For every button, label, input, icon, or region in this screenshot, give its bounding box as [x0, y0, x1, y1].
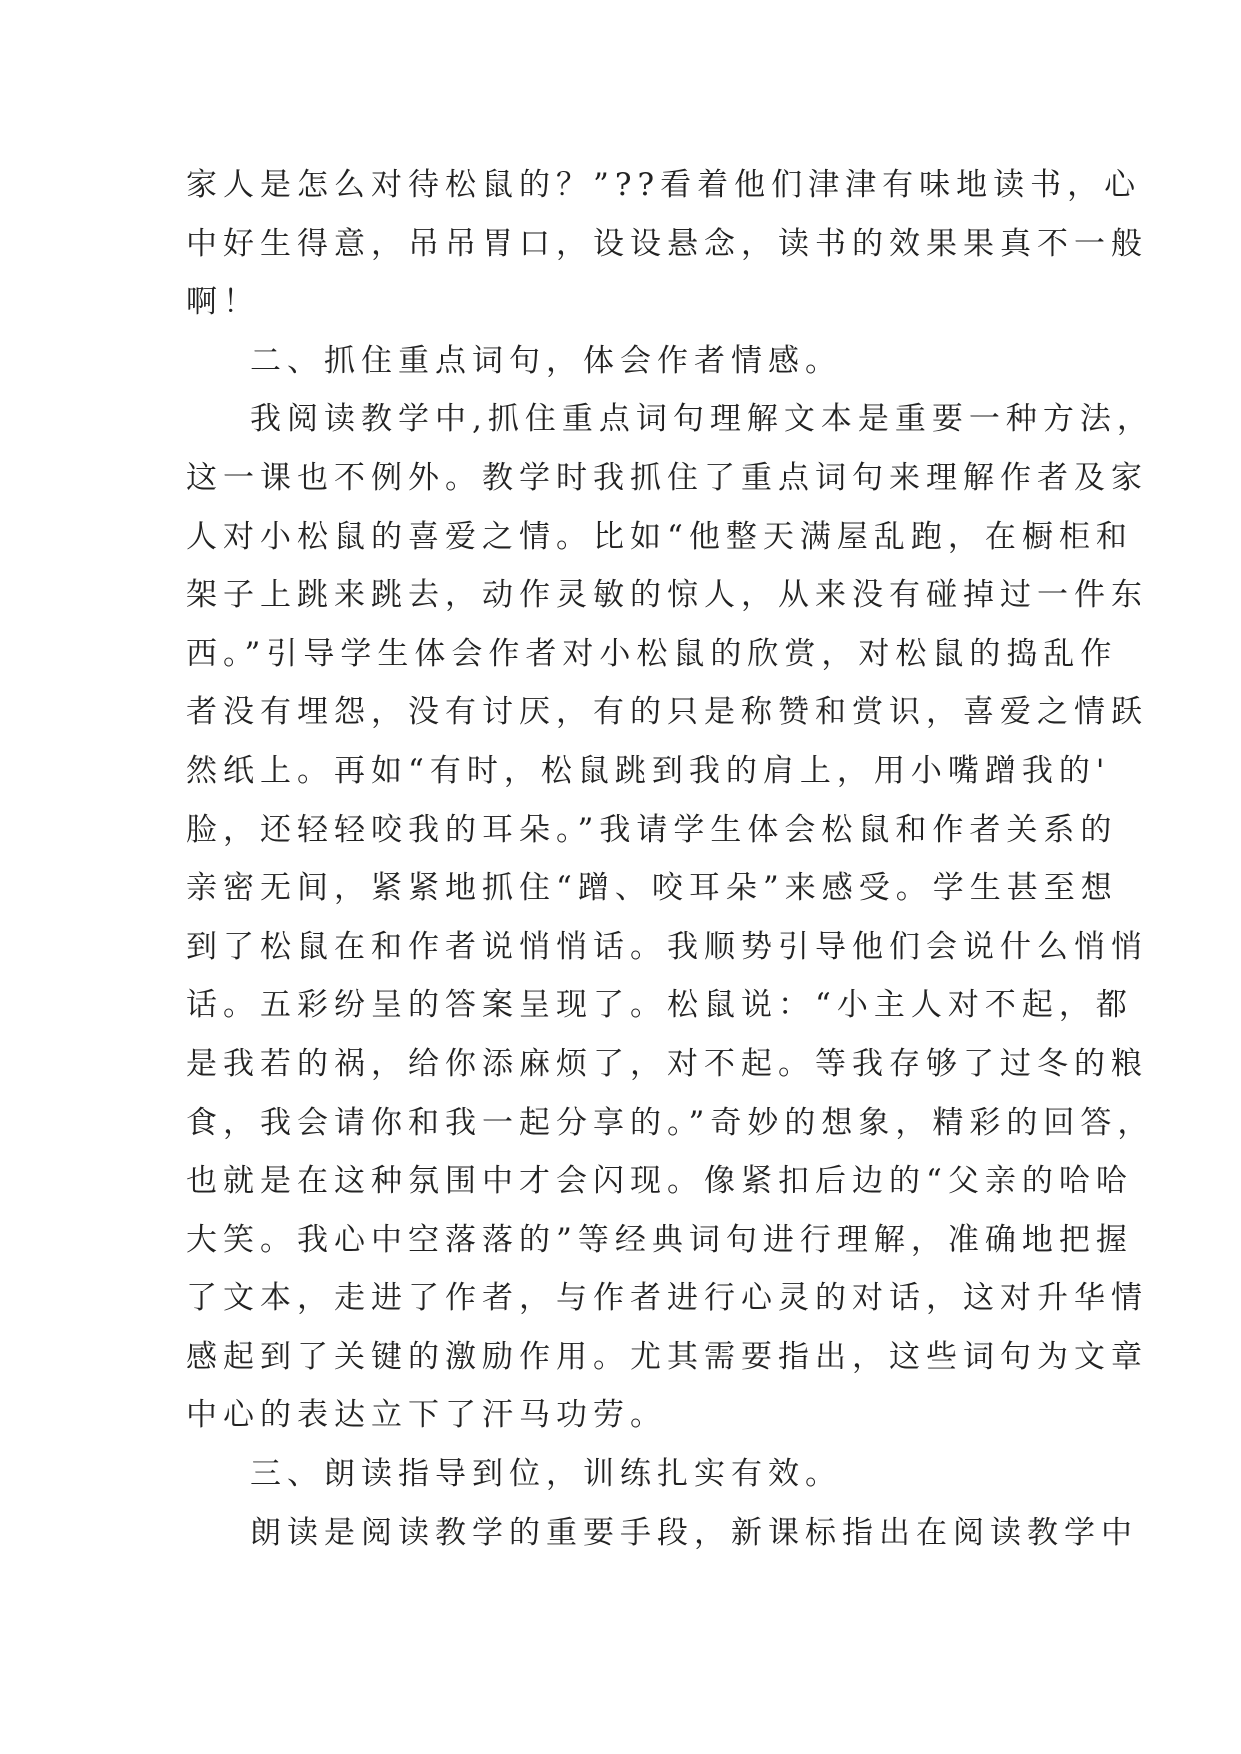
paragraph-first-line: 二、抓住重点词句，体会作者情感。 [250, 342, 842, 379]
text-line: 这一课也不例外。教学时我抓住了重点词句来理解作者及家 [186, 459, 1148, 496]
text-line: 食，我会请你和我一起分享的。”奇妙的想象，精彩的回答， [186, 1104, 1155, 1141]
text-line: 者没有埋怨，没有讨厌，有的只是称赞和赏识，喜爱之情跃 [186, 694, 1148, 731]
text-line: 架子上跳来跳去，动作灵敏的惊人，从来没有碰掉过一件东 [186, 577, 1148, 614]
text-line: 中心的表达立下了汗马功劳。 [186, 1397, 667, 1434]
text-line: 是我若的祸，给你添麻烦了，对不起。等我存够了过冬的粮 [186, 1045, 1148, 1082]
paragraph-first-line: 三、朗读指导到位，训练扎实有效。 [250, 1456, 842, 1493]
text-line: 大笑。我心中空落落的”等经典词句进行理解，准确地把握 [186, 1221, 1133, 1258]
text-line: 话。五彩纷呈的答案呈现了。松鼠说：“小主人对不起，都 [186, 987, 1133, 1024]
document-body [186, 156, 1155, 1562]
text-line: 感起到了关键的激励作用。尤其需要指出，这些词句为文章 [186, 1338, 1148, 1375]
text-line: 西。”引导学生体会作者对小松鼠的欣赏，对松鼠的捣乱作 [186, 635, 1118, 672]
text-line: 脸，还轻轻咬我的耳朵。”我请学生体会松鼠和作者关系的 [186, 811, 1118, 848]
text-line: 亲密无间，紧紧地抓住“蹭、咬耳朵”来感受。学生甚至想 [186, 870, 1118, 907]
text-line: 了文本，走进了作者，与作者进行心灵的对话，这对升华情 [186, 1280, 1148, 1317]
paragraph-first-line: 朗读是阅读教学的重要手段，新课标指出在阅读教学中 [250, 1514, 1138, 1551]
text-line: 啊！ [186, 284, 260, 321]
text-line: 家人是怎么对待松鼠的？”??看着他们津津有味地读书，心 [186, 167, 1142, 203]
text-line: 也就是在这种氛围中才会闪现。像紧扣后边的“父亲的哈哈 [186, 1163, 1133, 1200]
text-line: 然纸上。再如“有时，松鼠跳到我的肩上，用小嘴蹭我的' [186, 752, 1111, 789]
text-line: 中好生得意，吊吊胃口，设设悬念，读书的效果果真不一般 [186, 225, 1148, 262]
text-line: 到了松鼠在和作者说悄悄话。我顺势引导他们会说什么悄悄 [186, 928, 1148, 965]
text-line: 人对小松鼠的喜爱之情。比如“他整天满屋乱跑，在橱柜和 [186, 518, 1133, 555]
paragraph-first-line: 我阅读教学中,抓住重点词句理解文本是重要一种方法， [250, 401, 1154, 438]
